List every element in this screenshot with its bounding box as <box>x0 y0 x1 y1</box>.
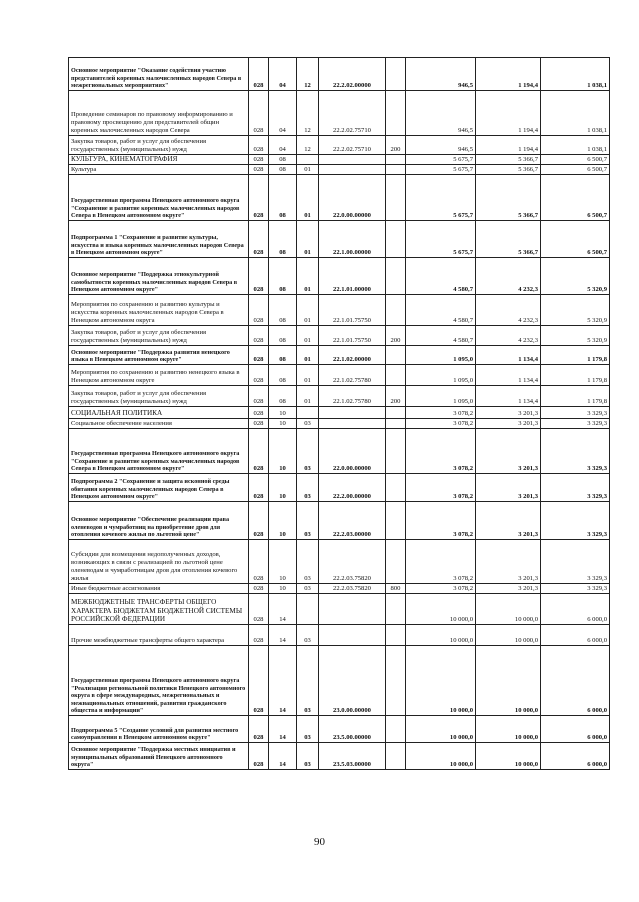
subsection-code <box>297 594 319 625</box>
amount-year-1: 4 580,7 <box>406 295 476 326</box>
table-row <box>69 175 610 221</box>
target-article-code: 22.1.02.75780 <box>319 365 386 386</box>
expense-type-code <box>386 646 406 716</box>
subsection-code: 01 <box>297 346 319 365</box>
table-row <box>69 646 610 716</box>
amount-year-3: 6 000,0 <box>541 594 610 625</box>
subsection-code: 01 <box>297 295 319 326</box>
section-code: 08 <box>269 155 297 165</box>
target-article-code: 22.2.03.75820 <box>319 540 386 584</box>
amount-year-1: 3 078,2 <box>406 502 476 540</box>
target-article-code: 22.2.03.00000 <box>319 502 386 540</box>
table-row <box>69 165 610 175</box>
amount-year-2: 10 000,0 <box>476 716 541 743</box>
amount-year-1: 10 000,0 <box>406 646 476 716</box>
subsection-code: 03 <box>297 646 319 716</box>
row-name: Социальное обеспечение населения <box>69 419 249 429</box>
subsection-code: 03 <box>297 716 319 743</box>
section-code: 10 <box>269 584 297 594</box>
table-row <box>69 594 610 625</box>
amount-year-1: 946,5 <box>406 91 476 136</box>
table-body <box>69 58 610 770</box>
section-code: 08 <box>269 295 297 326</box>
target-article-code: 22.1.02.75780 <box>319 386 386 407</box>
target-article-code <box>319 165 386 175</box>
section-code: 08 <box>269 165 297 175</box>
subsection-code: 03 <box>297 540 319 584</box>
subsection-code: 01 <box>297 386 319 407</box>
amount-year-1: 1 095,0 <box>406 365 476 386</box>
grbs-code: 028 <box>249 429 269 474</box>
table-row <box>69 136 610 155</box>
section-code: 14 <box>269 716 297 743</box>
target-article-code <box>319 625 386 646</box>
section-code: 10 <box>269 474 297 502</box>
expense-type-code <box>386 165 406 175</box>
target-article-code: 22.2.02.75710 <box>319 91 386 136</box>
amount-year-3: 1 038,1 <box>541 136 610 155</box>
section-code: 04 <box>269 136 297 155</box>
expense-type-code <box>386 429 406 474</box>
grbs-code: 028 <box>249 155 269 165</box>
amount-year-1: 10 000,0 <box>406 594 476 625</box>
amount-year-3: 5 320,9 <box>541 258 610 295</box>
target-article-code: 23.0.00.00000 <box>319 646 386 716</box>
grbs-code: 028 <box>249 584 269 594</box>
table-row <box>69 625 610 646</box>
amount-year-3: 5 320,9 <box>541 326 610 346</box>
amount-year-3: 6 000,0 <box>541 646 610 716</box>
target-article-code <box>319 407 386 419</box>
grbs-code: 028 <box>249 58 269 91</box>
amount-year-2: 3 201,3 <box>476 429 541 474</box>
section-code: 04 <box>269 91 297 136</box>
row-name: Основное мероприятие "Поддержка этнокультурной самобытности коренных малочисленных народов Севера в Ненецком автономном округе" <box>69 258 249 295</box>
expense-type-code <box>386 419 406 429</box>
target-article-code <box>319 594 386 625</box>
grbs-code: 028 <box>249 646 269 716</box>
row-name: КУЛЬТУРА, КИНЕМАТОГРАФИЯ <box>69 155 249 165</box>
row-name: Закупка товаров, работ и услуг для обеспечения государственных (муниципальных) нужд <box>69 386 249 407</box>
subsection-code: 01 <box>297 258 319 295</box>
expense-type-code <box>386 346 406 365</box>
section-code: 08 <box>269 221 297 258</box>
amount-year-1: 3 078,2 <box>406 429 476 474</box>
row-name: Субсидии для возмещения недополученных доходов, возникающих в связи с реализацией по льготной цене оленеводам и чумработницам дров для отопления кочевого жилья <box>69 540 249 584</box>
target-article-code: 22.1.01.75750 <box>319 295 386 326</box>
expense-type-code <box>386 502 406 540</box>
table-row <box>69 386 610 407</box>
target-article-code: 22.2.03.75820 <box>319 584 386 594</box>
amount-year-1: 946,5 <box>406 136 476 155</box>
row-name: Основное мероприятие "Поддержка местных инициатив и муниципальных образований Ненецкого автономного округа" <box>69 743 249 770</box>
target-article-code: 23.5.03.00000 <box>319 743 386 770</box>
section-code: 14 <box>269 625 297 646</box>
section-code: 08 <box>269 175 297 221</box>
row-name: Иные бюджетные ассигнования <box>69 584 249 594</box>
row-name: Подпрограмма 2 "Сохранение и защита исконной среды обитания коренных малочисленных народов Севера в Ненецком автономном округе" <box>69 474 249 502</box>
amount-year-2: 3 201,3 <box>476 540 541 584</box>
section-code: 08 <box>269 365 297 386</box>
grbs-code: 028 <box>249 295 269 326</box>
subsection-code: 03 <box>297 625 319 646</box>
section-code: 10 <box>269 502 297 540</box>
amount-year-2: 4 232,3 <box>476 295 541 326</box>
amount-year-3: 3 329,3 <box>541 540 610 584</box>
table-row <box>69 716 610 743</box>
expense-type-code <box>386 407 406 419</box>
subsection-code <box>297 407 319 419</box>
row-name: Культура <box>69 165 249 175</box>
grbs-code: 028 <box>249 743 269 770</box>
amount-year-3: 6 500,7 <box>541 221 610 258</box>
expense-type-code: 800 <box>386 584 406 594</box>
amount-year-3: 1 179,8 <box>541 365 610 386</box>
expense-type-code <box>386 58 406 91</box>
amount-year-2: 3 201,3 <box>476 502 541 540</box>
target-article-code: 23.5.00.00000 <box>319 716 386 743</box>
amount-year-1: 3 078,2 <box>406 407 476 419</box>
row-name: Основное мероприятие "Обеспечение реализации права оленеводов и чумработниц на приобретение дров для отопления кочевого жилья по льготной цене" <box>69 502 249 540</box>
table-row <box>69 346 610 365</box>
grbs-code: 028 <box>249 346 269 365</box>
expense-type-code: 200 <box>386 326 406 346</box>
amount-year-2: 5 366,7 <box>476 175 541 221</box>
amount-year-3: 1 179,8 <box>541 386 610 407</box>
subsection-code: 03 <box>297 502 319 540</box>
amount-year-1: 10 000,0 <box>406 743 476 770</box>
expense-type-code <box>386 258 406 295</box>
expense-type-code <box>386 540 406 584</box>
amount-year-2: 1 134,4 <box>476 365 541 386</box>
expense-type-code <box>386 221 406 258</box>
table-row <box>69 419 610 429</box>
amount-year-3: 6 000,0 <box>541 743 610 770</box>
amount-year-2: 1 194,4 <box>476 136 541 155</box>
row-name: СОЦИАЛЬНАЯ ПОЛИТИКА <box>69 407 249 419</box>
target-article-code: 22.2.00.00000 <box>319 474 386 502</box>
table-row <box>69 155 610 165</box>
amount-year-1: 5 675,7 <box>406 165 476 175</box>
target-article-code: 22.1.01.00000 <box>319 258 386 295</box>
page-number: 90 <box>314 836 325 848</box>
subsection-code: 01 <box>297 165 319 175</box>
section-code: 08 <box>269 346 297 365</box>
grbs-code: 028 <box>249 326 269 346</box>
grbs-code: 028 <box>249 221 269 258</box>
expense-type-code <box>386 365 406 386</box>
amount-year-3: 6 500,7 <box>541 175 610 221</box>
target-article-code: 22.1.00.00000 <box>319 221 386 258</box>
amount-year-1: 5 675,7 <box>406 221 476 258</box>
row-name: Подпрограмма 5 "Создание условий для развития местного самоуправления в Ненецком автономном округе" <box>69 716 249 743</box>
section-code: 10 <box>269 419 297 429</box>
amount-year-2: 10 000,0 <box>476 743 541 770</box>
amount-year-2: 1 134,4 <box>476 346 541 365</box>
expense-type-code <box>386 743 406 770</box>
expense-type-code: 200 <box>386 136 406 155</box>
amount-year-1: 1 095,0 <box>406 346 476 365</box>
amount-year-3: 1 179,8 <box>541 346 610 365</box>
subsection-code: 12 <box>297 91 319 136</box>
amount-year-1: 3 078,2 <box>406 419 476 429</box>
target-article-code: 22.2.02.75710 <box>319 136 386 155</box>
amount-year-2: 4 232,3 <box>476 258 541 295</box>
section-code: 08 <box>269 386 297 407</box>
subsection-code: 03 <box>297 429 319 474</box>
grbs-code: 028 <box>249 419 269 429</box>
row-name: Подпрограмма 1 "Сохранение и развитие культуры, искусства и языка коренных малочисленных народов Севера в Ненецком автономном округе" <box>69 221 249 258</box>
amount-year-2: 5 366,7 <box>476 165 541 175</box>
section-code: 08 <box>269 326 297 346</box>
row-name: Прочие межбюджетные трансферты общего характера <box>69 625 249 646</box>
grbs-code: 028 <box>249 165 269 175</box>
expense-type-code <box>386 625 406 646</box>
grbs-code: 028 <box>249 386 269 407</box>
expense-type-code <box>386 91 406 136</box>
amount-year-3: 3 329,3 <box>541 407 610 419</box>
subsection-code <box>297 155 319 165</box>
expense-type-code <box>386 155 406 165</box>
amount-year-2: 3 201,3 <box>476 419 541 429</box>
amount-year-2: 10 000,0 <box>476 646 541 716</box>
amount-year-3: 3 329,3 <box>541 474 610 502</box>
table-row <box>69 540 610 584</box>
table-row <box>69 407 610 419</box>
row-name: Государственная программа Ненецкого автономного округа "Сохранение и развитие коренных малочисленных народов Севера в Ненецком автономном округе" <box>69 429 249 474</box>
amount-year-1: 3 078,2 <box>406 540 476 584</box>
target-article-code: 22.2.02.00000 <box>319 58 386 91</box>
amount-year-3: 1 038,1 <box>541 58 610 91</box>
amount-year-1: 10 000,0 <box>406 625 476 646</box>
amount-year-3: 5 320,9 <box>541 295 610 326</box>
row-name: Закупка товаров, работ и услуг для обеспечения государственных (муниципальных) нужд <box>69 136 249 155</box>
target-article-code: 22.0.00.00000 <box>319 429 386 474</box>
expense-type-code <box>386 594 406 625</box>
amount-year-2: 1 194,4 <box>476 58 541 91</box>
table-row <box>69 365 610 386</box>
target-article-code: 22.0.00.00000 <box>319 175 386 221</box>
subsection-code: 03 <box>297 743 319 770</box>
row-name: МЕЖБЮДЖЕТНЫЕ ТРАНСФЕРТЫ ОБЩЕГО ХАРАКТЕРА БЮДЖЕТАМ БЮДЖЕТНОЙ СИСТЕМЫ РОССИЙСКОЙ ФЕДЕРАЦИИ <box>69 594 249 625</box>
subsection-code: 01 <box>297 365 319 386</box>
table-row <box>69 584 610 594</box>
grbs-code: 028 <box>249 91 269 136</box>
grbs-code: 028 <box>249 175 269 221</box>
table-row <box>69 326 610 346</box>
row-name: Государственная программа Ненецкого автономного округа "Реализация региональной политики Ненецкого автономного округа в сфере международных, межрегиональных и межнациональных отношений, развития гражданского общества и информации" <box>69 646 249 716</box>
target-article-code <box>319 419 386 429</box>
expense-type-code <box>386 474 406 502</box>
amount-year-3: 6 500,7 <box>541 165 610 175</box>
section-code: 10 <box>269 429 297 474</box>
target-article-code: 22.1.01.75750 <box>319 326 386 346</box>
grbs-code: 028 <box>249 594 269 625</box>
table-row <box>69 474 610 502</box>
row-name: Проведение семинаров по правовому информированию и правовому просвещению для представителей общин коренных малочисленных народов Севера <box>69 91 249 136</box>
section-code: 10 <box>269 407 297 419</box>
subsection-code: 12 <box>297 58 319 91</box>
row-name: Закупка товаров, работ и услуг для обеспечения государственных (муниципальных) нужд <box>69 326 249 346</box>
expense-type-code: 200 <box>386 386 406 407</box>
amount-year-1: 5 675,7 <box>406 175 476 221</box>
amount-year-2: 10 000,0 <box>476 594 541 625</box>
amount-year-1: 1 095,0 <box>406 386 476 407</box>
amount-year-1: 10 000,0 <box>406 716 476 743</box>
amount-year-1: 946,5 <box>406 58 476 91</box>
budget-table <box>68 57 610 770</box>
amount-year-3: 3 329,3 <box>541 584 610 594</box>
grbs-code: 028 <box>249 540 269 584</box>
section-code: 14 <box>269 646 297 716</box>
amount-year-3: 6 000,0 <box>541 625 610 646</box>
subsection-code: 01 <box>297 175 319 221</box>
table-row <box>69 258 610 295</box>
row-name: Основное мероприятие "Оказание содействия участию представителей коренных малочисленных народов Севера в межрегиональных мероприятиях" <box>69 58 249 91</box>
amount-year-2: 1 194,4 <box>476 91 541 136</box>
grbs-code: 028 <box>249 474 269 502</box>
amount-year-3: 6 500,7 <box>541 155 610 165</box>
grbs-code: 028 <box>249 502 269 540</box>
expense-type-code <box>386 175 406 221</box>
amount-year-3: 3 329,3 <box>541 429 610 474</box>
grbs-code: 028 <box>249 716 269 743</box>
expense-type-code <box>386 716 406 743</box>
section-code: 08 <box>269 258 297 295</box>
row-name: Государственная программа Ненецкого автономного округа "Сохранение и развитие коренных малочисленных народов Севера в Ненецком автономном округе" <box>69 175 249 221</box>
table-row <box>69 295 610 326</box>
table-row <box>69 502 610 540</box>
amount-year-1: 4 580,7 <box>406 258 476 295</box>
amount-year-1: 4 580,7 <box>406 326 476 346</box>
table-row <box>69 91 610 136</box>
section-code: 04 <box>269 58 297 91</box>
amount-year-1: 3 078,2 <box>406 584 476 594</box>
section-code: 10 <box>269 540 297 584</box>
amount-year-2: 3 201,3 <box>476 407 541 419</box>
row-name: Мероприятия по сохранению и развитию культуры и искусства коренных малочисленных народов Севера в Ненецком автономном округа <box>69 295 249 326</box>
expense-type-code <box>386 295 406 326</box>
subsection-code: 01 <box>297 326 319 346</box>
section-code: 14 <box>269 743 297 770</box>
grbs-code: 028 <box>249 407 269 419</box>
table-row <box>69 743 610 770</box>
amount-year-3: 6 000,0 <box>541 716 610 743</box>
grbs-code: 028 <box>249 258 269 295</box>
grbs-code: 028 <box>249 365 269 386</box>
subsection-code: 03 <box>297 584 319 594</box>
subsection-code: 03 <box>297 419 319 429</box>
row-name: Мероприятия по сохранению и развитию ненецкого языка в Ненецком автономном округе <box>69 365 249 386</box>
amount-year-3: 3 329,3 <box>541 419 610 429</box>
amount-year-2: 10 000,0 <box>476 625 541 646</box>
table-row <box>69 221 610 258</box>
section-code: 14 <box>269 594 297 625</box>
table-row <box>69 58 610 91</box>
amount-year-1: 3 078,2 <box>406 474 476 502</box>
subsection-code: 12 <box>297 136 319 155</box>
amount-year-2: 3 201,3 <box>476 584 541 594</box>
subsection-code: 01 <box>297 221 319 258</box>
amount-year-1: 5 675,7 <box>406 155 476 165</box>
amount-year-2: 4 232,3 <box>476 326 541 346</box>
amount-year-3: 3 329,3 <box>541 502 610 540</box>
target-article-code <box>319 155 386 165</box>
amount-year-2: 5 366,7 <box>476 155 541 165</box>
grbs-code: 028 <box>249 625 269 646</box>
target-article-code: 22.1.02.00000 <box>319 346 386 365</box>
subsection-code: 03 <box>297 474 319 502</box>
amount-year-2: 1 134,4 <box>476 386 541 407</box>
amount-year-2: 3 201,3 <box>476 474 541 502</box>
amount-year-2: 5 366,7 <box>476 221 541 258</box>
amount-year-3: 1 038,1 <box>541 91 610 136</box>
table-row <box>69 429 610 474</box>
row-name: Основное мероприятие "Поддержка развития ненецкого языка в Ненецком автономном округе" <box>69 346 249 365</box>
grbs-code: 028 <box>249 136 269 155</box>
